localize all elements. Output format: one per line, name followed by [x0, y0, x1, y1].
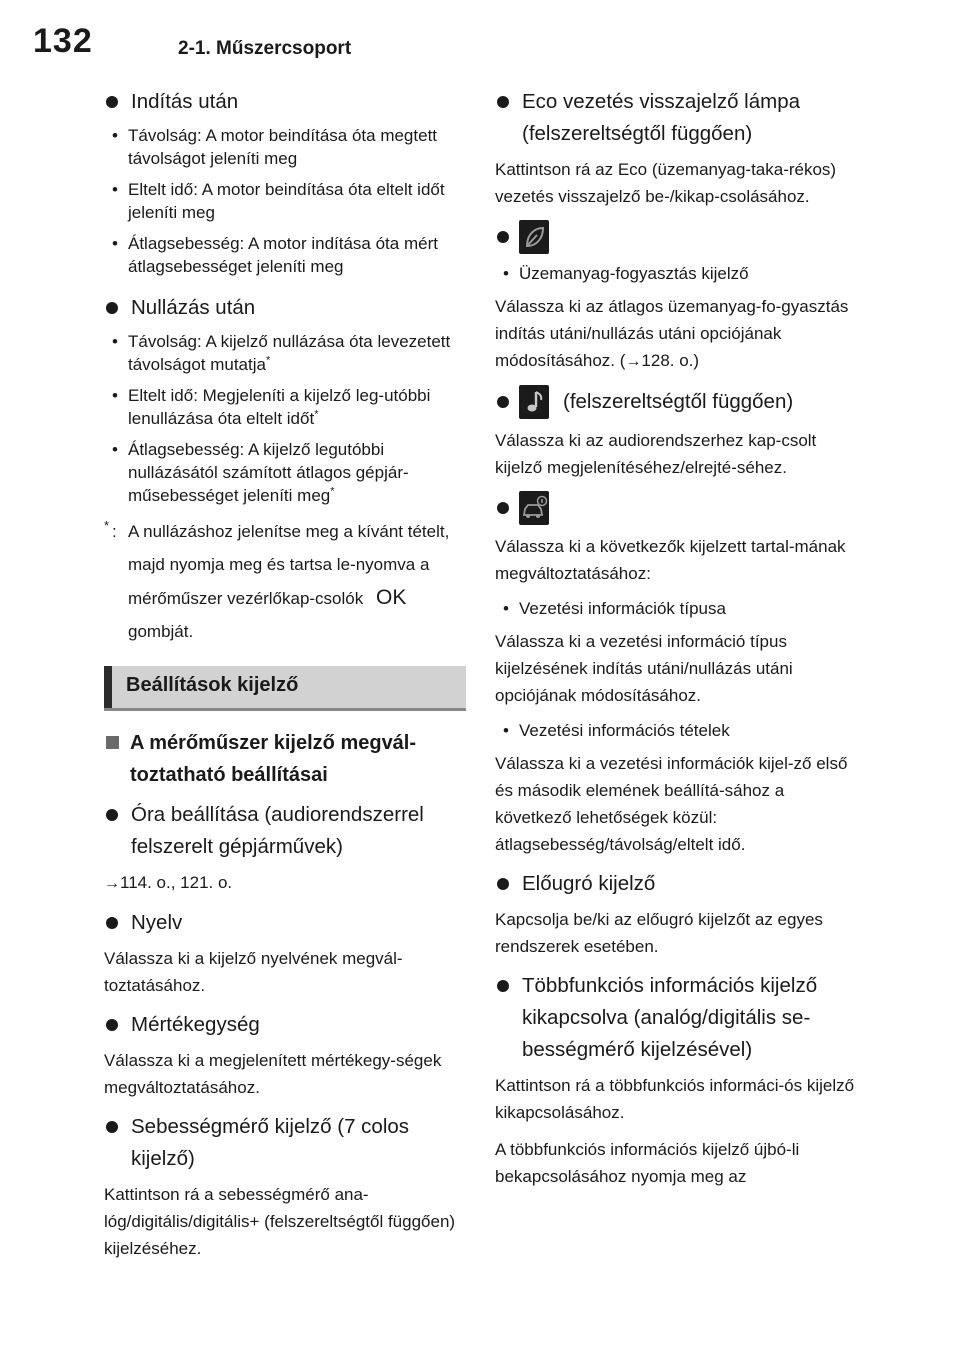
left-column [104, 86, 466, 1272]
heading-after-start: Indítás után [104, 86, 466, 118]
units-text: Válassza ki a megjelenített mértékegy-ségek megváltoztatásához. [104, 1051, 442, 1097]
multi-info-text-2: A többfunkciós információs kijelző újbó-li bekapcsolásához nyomja meg az [495, 1140, 800, 1186]
list-item: • Üzemanyag-fogyasztás kijelző [503, 264, 749, 283]
heading-speedometer: Sebességmérő kijelző (7 colos kijelző) [104, 1111, 466, 1175]
heading-language: Nyelv [104, 907, 466, 939]
leaf-icon [519, 220, 549, 254]
car-info-icon [519, 491, 549, 525]
list-item: • Eltelt idő: Megjeleníti a kijelző leg-utóbbi lenullázása óta eltelt időt* [112, 386, 431, 428]
bullet-dot-icon [497, 396, 509, 408]
subheading-settings: A mérőműszer kijelző megvál-toztatható beállításai [104, 727, 466, 791]
settings-section-banner [104, 666, 466, 711]
drive-info-text: Válassza ki a következők kijelzett tartal-mának megváltoztatásához: [495, 537, 846, 583]
list-item: • Vezetési információk típusa [503, 599, 726, 618]
bullet-dot-icon [106, 302, 118, 314]
list-item: • Vezetési információs tételek [503, 721, 730, 740]
heading-multi-info: Többfunkciós információs kijelző kikapcsolva (analóg/digitális se-bességmérő kijelzésével) [495, 970, 855, 1066]
square-bullet-icon [106, 736, 119, 749]
section-title: 2-1. Műszercsoport [178, 38, 352, 59]
popup-text: Kapcsolja be/ki az előugró kijelzőt az egyes rendszerek esetében. [495, 910, 823, 956]
list-item: • Átlagsebesség: A kijelző legutóbbi nullázásától számított átlagos gépjár-műsebességet jeleníti meg* [112, 440, 409, 505]
speedometer-text: Kattintson rá a sebességmérő ana-lóg/digitális/digitális+ (felszereltségtől függően) kijelzéséhez. [104, 1185, 456, 1258]
bullet-dot-icon [497, 502, 509, 514]
eco-text: Kattintson rá az Eco (üzemanyag-taka-rékos) vezetés visszajelző be-/kikap-csolásához. [495, 160, 837, 206]
bullet-dot-icon [497, 878, 509, 890]
clock-reference: →114. o., 121. o. [104, 873, 233, 892]
right-column [495, 86, 855, 1200]
page-header [0, 0, 960, 80]
fuel-text: Válassza ki az átlagos üzemanyag-fo-gyasztás indítás utáni/nullázás utáni opciójának módosításához. (→128. o.) [495, 297, 849, 370]
settings-title: Beállítások kijelző [126, 674, 299, 696]
multi-info-text-1: Kattintson rá a többfunkciós informáci-ós kijelző kikapcsolásához. [495, 1076, 855, 1122]
list-item: • Eltelt idő: A motor beindítása óta eltelt időt jeleníti meg [112, 180, 445, 222]
drive-items-text: Válassza ki a vezetési információk kijel-ző első és második elemének beállítá-sához a következő lehetőségek közül: átlagsebesség/távolság/eltelt idő. [495, 754, 848, 854]
heading-clock: Óra beállítása (audiorendszerrel felszerelt gépjárművek) [104, 799, 466, 863]
bullet-dot-icon [497, 980, 509, 992]
audio-text: Válassza ki az audiorendszerhez kap-csolt kijelző megjelenítéséhez/elrejté-séhez. [495, 431, 817, 477]
audio-icon-heading: (felszereltségtől függően) [495, 385, 855, 419]
heading-popup: Előugró kijelző [495, 868, 855, 900]
list-item: • Távolság: A kijelző nullázása óta levezetett távolságot mutatja* [112, 332, 451, 374]
page-number: 132 [33, 22, 93, 60]
heading-units: Mértékegység [104, 1009, 466, 1041]
bullet-dot-icon [497, 231, 509, 243]
music-note-icon [519, 385, 549, 419]
drive-info-icon-heading [495, 491, 855, 525]
bullet-dot-icon [106, 809, 118, 821]
heading-after-reset: Nullázás után [104, 292, 466, 324]
bullet-dot-icon [497, 96, 509, 108]
ok-button-label: OK [375, 586, 407, 609]
leaf-icon-heading [495, 220, 855, 254]
list-item: • Távolság: A motor beindítása óta megtett távolságot jeleníti meg [112, 126, 438, 168]
heading-eco: Eco vezetés visszajelző lámpa (felszereltségtől függően) [495, 86, 855, 150]
bullet-dot-icon [106, 1019, 118, 1031]
language-text: Válassza ki a kijelző nyelvének megvál-toztatásához. [104, 949, 403, 995]
list-item: • Átlagsebesség: A motor indítása óta mért átlagsebességet jeleníti meg [112, 234, 438, 276]
footnote: * : A nullázáshoz jelenítse meg a kívánt tételt, majd nyomja meg és tartsa le-nyomva a mérőműszer vezérlőkap-csolók OK gombját. [104, 518, 450, 641]
bullet-dot-icon [106, 917, 118, 929]
bullet-dot-icon [106, 96, 118, 108]
drive-type-text: Válassza ki a vezetési információ típus kijelzésének indítás utáni/nullázás utáni opciójának módosításához. [495, 632, 793, 705]
bullet-dot-icon [106, 1121, 118, 1133]
